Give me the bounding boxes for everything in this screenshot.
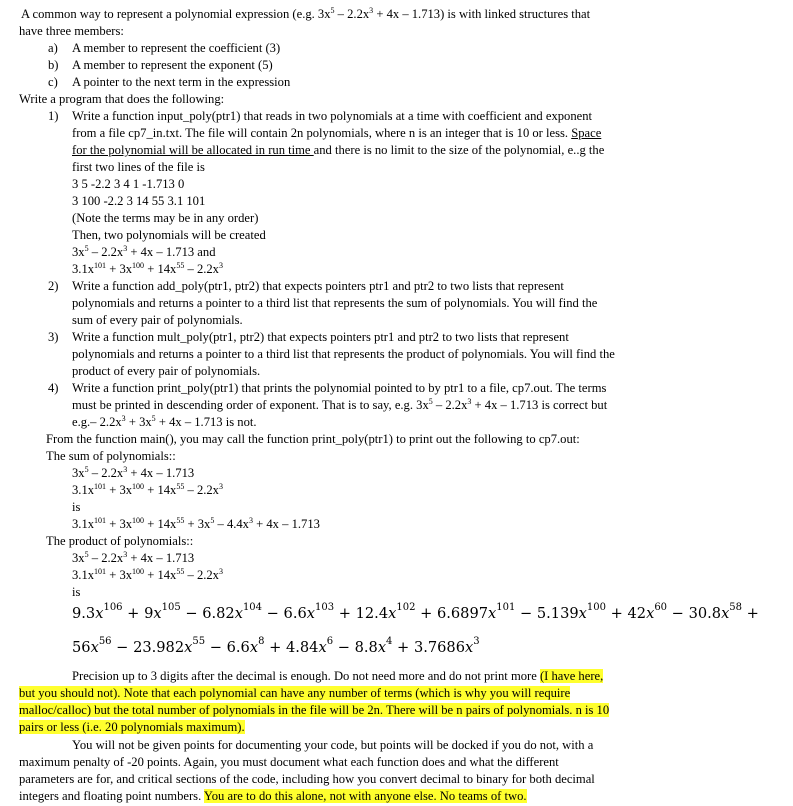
product-term: $12.4x^{102}$ + bbox=[355, 602, 437, 622]
product-term: $56x^{56}$ − bbox=[72, 636, 134, 656]
precision-line-1: Precision up to 3 digits after the decimal is enough. Do not need more and do not print more (I have here, bbox=[72, 669, 604, 683]
precision-line-4: pairs or less (i.e. 20 polynomials maximum). bbox=[19, 720, 245, 734]
product-result-line-1 bbox=[72, 603, 759, 625]
product-poly-2: $3.1x^{101} + 3x^{100} + 14x^{55} - 2.2x^3$ bbox=[72, 567, 223, 582]
sum-poly-2: $3.1x^{101} + 3x^{100} + 14x^{55} - 2.2x^3$ bbox=[72, 482, 223, 497]
task-4-line-2: must be printed in descending order of exponent. That is to say, e.g. $3x^5 - 2.2x^3 + 4x - 1.713$ is correct but bbox=[72, 397, 608, 412]
then-line: Then, two polynomials will be created bbox=[72, 228, 266, 242]
precision-highlight-start: (I have here, bbox=[539, 669, 604, 683]
alone-highlight: You are to do this alone, not with anyone else. No teams of two. bbox=[203, 789, 527, 803]
example-poly-1: $3x^5 - 2.2x^3 + 4x - 1.713$ and bbox=[72, 244, 216, 259]
product-term: $6.82x^{104}$ − bbox=[202, 602, 284, 622]
product-term: $23.982x^{55}$ − bbox=[133, 636, 227, 656]
product-term: $3.7686x^3$ bbox=[413, 636, 480, 656]
product-term: $5.139x^{100}$ + bbox=[536, 602, 628, 622]
product-title: The product of polynomials:: bbox=[46, 534, 194, 548]
task-2-line-2: polynomials and returns a pointer to a third list that represents the sum of polynomials. You will find the bbox=[72, 296, 598, 310]
task-1-line-2: from a file cp7_in.txt. The file will contain 2n polynomials, where n is an integer that is 10 or less. Space bbox=[72, 126, 602, 140]
sum-is-label: is bbox=[72, 500, 81, 514]
intro-line-1: A common way to represent a polynomial expression (e.g. $3x^5 - 2.2x^3 + 4x - 1.713$) is with linked structures that bbox=[21, 6, 591, 21]
product-term: $6.6x^8$ + bbox=[226, 636, 286, 656]
product-term: $42x^{60}$ − bbox=[627, 602, 689, 622]
task-4-line-1: Write a function print_poly(ptr1) that prints the polynomial pointed to by ptr1 to a file, cp7.out. The terms bbox=[72, 381, 607, 395]
intro-line-2: have three members: bbox=[19, 24, 124, 38]
product-term: $6.6x^{103}$ + bbox=[283, 602, 356, 622]
task-1-line-1: Write a function input_poly(ptr1) that reads in two polynomials at a time with coefficient and exponent bbox=[72, 109, 593, 123]
product-is-label: is bbox=[72, 585, 81, 599]
grading-line-3: parameters are for, and critical sections of the code, including how you convert decimal to binary for both decimal bbox=[19, 772, 595, 786]
example-poly-2: $3.1x^{101} + 3x^{100} + 14x^{55} - 2.2x^3$ bbox=[72, 261, 223, 276]
file-line-1: 3 5 -2.2 3 4 1 -1.713 0 bbox=[72, 177, 185, 191]
sum-title: The sum of polynomials:: bbox=[46, 449, 176, 463]
grading-line-1: You will not be given points for documenting your code, but points will be docked if you do not, with a bbox=[72, 738, 594, 752]
product-result-line-2 bbox=[72, 637, 480, 659]
sum-poly-1: $3x^5 - 2.2x^3 + 4x - 1.713$ bbox=[72, 465, 195, 480]
precision-line-3: malloc/calloc) but the total number of polynomials in the file will be 2n. There will be n pairs of polynomials. n is 10 bbox=[19, 703, 610, 717]
order-note: (Note the terms may be in any order) bbox=[72, 211, 259, 225]
task-4-marker: 4) bbox=[48, 381, 59, 395]
member-c: c) A pointer to the next term in the expression bbox=[48, 75, 291, 89]
task-4-line-3: e.g.– $2.2x^3 + 3x^5 + 4x - 1.713$ is not. bbox=[72, 414, 257, 429]
task-3-line-3: product of every pair of polynomials. bbox=[72, 364, 261, 378]
member-b: b) A member to represent the exponent (5) bbox=[48, 58, 273, 72]
precision-line-2: but you should not). Note that each polynomial can have any number of terms (which is why you will require bbox=[19, 686, 571, 700]
product-term: $8.8x^4$ + bbox=[354, 636, 414, 656]
grading-line-4: integers and floating point numbers. You are to do this alone, not with anyone else. No teams of two. bbox=[19, 789, 527, 803]
task-2-marker: 2) bbox=[48, 279, 59, 293]
product-term: $9.3x^{106}$ + bbox=[72, 602, 145, 622]
task-1-line-4: first two lines of the file is bbox=[72, 160, 205, 174]
task-2-line-1: Write a function add_poly(ptr1, ptr2) that expects pointers ptr1 and ptr2 to two lists that represent bbox=[72, 279, 564, 293]
product-term: $4.84x^6$ − bbox=[285, 636, 355, 656]
task-3-line-2: polynomials and returns a pointer to a third list that represents the product of polynomials. You will find the bbox=[72, 347, 615, 361]
task-2-line-3: sum of every pair of polynomials. bbox=[72, 313, 243, 327]
program-line: Write a program that does the following: bbox=[19, 92, 225, 106]
grading-line-2: maximum penalty of -20 points. Again, you must document what each function does and what the different bbox=[19, 755, 559, 769]
task-3-marker: 3) bbox=[48, 330, 59, 344]
product-term: $6.6897x^{101}$ − bbox=[436, 602, 537, 622]
task-1-line-3: for the polynomial will be allocated in run time and there is no limit to the size of the polynomial, e..g the bbox=[72, 143, 605, 157]
file-line-2: 3 100 -2.2 3 14 55 3.1 101 bbox=[72, 194, 206, 208]
sum-result: $3.1x^{101} + 3x^{100} + 14x^{55} + 3x^5 - 4.4x^3 + 4x - 1.713$ bbox=[72, 516, 320, 531]
product-term: $30.8x^{58}$ + bbox=[688, 602, 759, 622]
task-1-marker: 1) bbox=[48, 109, 59, 123]
member-a: a) A member to represent the coefficient (3) bbox=[48, 41, 281, 55]
product-term: $9x^{105}$ − bbox=[144, 602, 203, 622]
task-3-line-1: Write a function mult_poly(ptr1, ptr2) that expects pointers ptr1 and ptr2 to two lists that represent bbox=[72, 330, 569, 344]
output-intro: From the function main(), you may call the function print_poly(ptr1) to print out the following to cp7.out: bbox=[46, 432, 580, 446]
product-poly-1: $3x^5 - 2.2x^3 + 4x - 1.713$ bbox=[72, 550, 195, 565]
